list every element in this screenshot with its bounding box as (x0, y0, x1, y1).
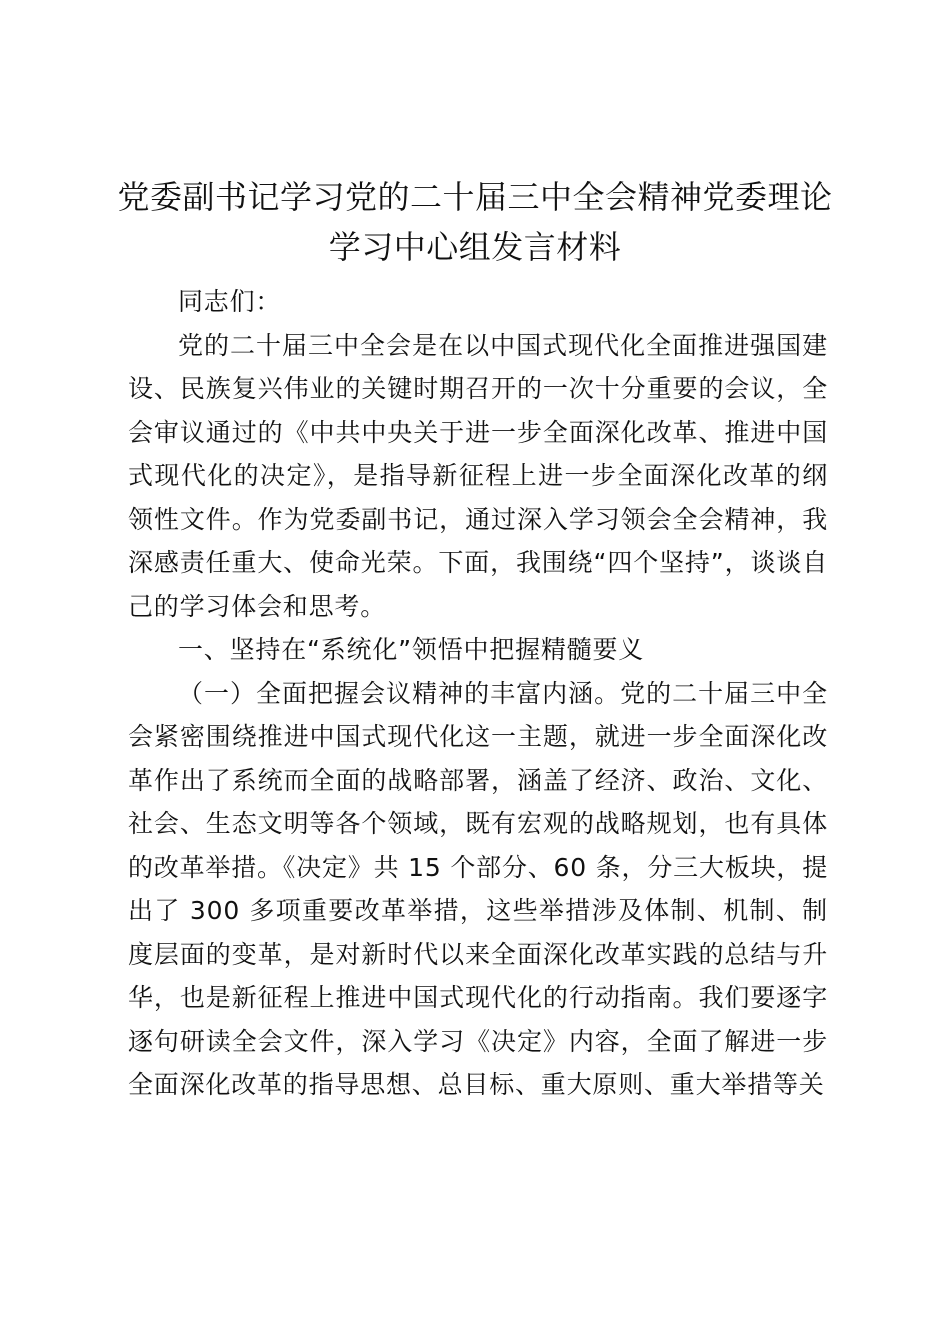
paragraph-intro: 党的二十届三中全会是在以中国式现代化全面推进强国建设、民族复兴伟业的关键时期召开的一次十分重要的会议，全会审议通过的《中共中央关于进一步全面深化改革、推进中国式现代化的决定》，是指导新征程上进一步全面深化改革的纲领性文件。作为党委副书记，通过深入学习领会全会精神，我深感责任重大、使命光荣。下面，我围绕“四个坚持”，谈谈自己的学习体会和思考。 (128, 330, 828, 621)
section-heading-1: 一、坚持在“系统化”领悟中把握精髓要义 (178, 635, 645, 664)
salutation: 同志们： (178, 287, 282, 316)
document-body (128, 280, 828, 1107)
paragraph-1-1: （一）全面把握会议精神的丰富内涵。党的二十届三中全会紧密围绕推进中国式现代化这一主题，就进一步全面深化改革作出了系统而全面的战略部署，涵盖了经济、政治、文化、社会、生态文明等各个领域，既有宏观的战略规划，也有具体的改革举措。《决定》共 15 个部分、60 条，分三大板块，提出了 300 多项重要改革举措，这些举措涉及体制、机制、制度层面的变革，是对新时代以来全面深化改革实践的总结与升华，也是新征程上推进中国式现代化的行动指南。我们要逐字逐句研读全会文件，深入学习《决定》内容，全面了解进一步全面深化改革的指导思想、总目标、重大原则、重大举措等关 (128, 678, 828, 1099)
document-title: 党委副书记学习党的二十届三中全会精神党委理论学习中心组发言材料 (117, 178, 833, 266)
